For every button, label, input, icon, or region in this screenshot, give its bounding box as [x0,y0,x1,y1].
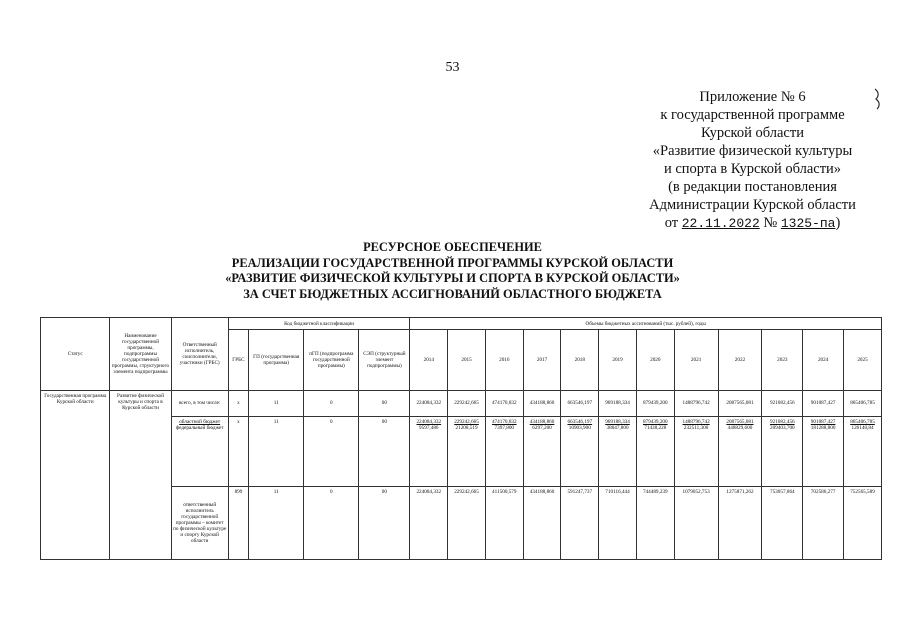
value-cell [803,416,844,487]
value-cell: 474170,832 [485,390,523,416]
value-cell: 2087565,081 [718,390,762,416]
value-regional: 663546,197 [567,418,593,425]
header-gp: ГП (государственная программа) [249,330,304,391]
table-row [41,390,882,416]
header-year: 2018 [561,330,599,391]
appendix-line: к государственной программе [660,107,845,123]
value-regional: 229242,665 [454,418,479,425]
title-line: РЕСУРСНОЕ ОБЕСПЕЧЕНИЕ [363,240,542,254]
grbs-cell: 899 [228,487,248,560]
appendix-line: и спорта в Курской области» [663,161,842,177]
value-cell: 969188,334 [599,390,637,416]
pgp-cell: 0 [304,416,359,487]
header-year: 2016 [485,330,523,391]
value-cell: 702586,277 [803,487,844,560]
value-cell [448,416,486,487]
header-pgp: пГП (подпрограмма государственной программы) [304,330,359,391]
value-regional: 2087565,081 [726,418,754,425]
header-year: 2025 [844,330,882,391]
sep-cell: 00 [359,390,410,416]
header-volumes: Объемы бюджетных ассигнований (тыс. рублей), годы [410,318,882,330]
title-line: ЗА СЧЕТ БЮДЖЕТНЫХ АССИГНОВАНИЙ ОБЛАСТНОГО БЮДЖЕТА [243,286,662,301]
appendix-line: Курской области [701,125,804,141]
header-responsible: Ответственный исполнитель, соисполнители, участники (ГРБС) [171,318,228,391]
gp-cell: 11 [249,416,304,487]
pgp-cell: 0 [304,390,359,416]
value-cell [636,416,674,487]
value-federal: 232511,300 [683,424,709,431]
value-regional: 879439,200 [642,418,668,425]
value-regional: 921082,456 [769,418,795,425]
header-year: 2024 [803,330,844,391]
value-cell [718,416,762,487]
resource-table [40,317,882,560]
value-cell [599,416,637,487]
appendix-line: Администрации Курской области [649,197,856,213]
value-cell: 411500,579 [485,487,523,560]
appendix-date-line [620,214,885,233]
responsible-cell [171,416,228,487]
value-regional: 1488796,742 [682,418,710,425]
title-line: «РАЗВИТИЕ ФИЗИЧЕСКОЙ КУЛЬТУРЫ И СПОРТА В КУРСКОЙ ОБЛАСТИ» [225,271,680,285]
value-cell: 663546,197 [561,390,599,416]
value-federal: 181288,800 [810,424,836,431]
responsible-cell: ответственный исполнитель государственной программы – комитет по физической культуре и спорту Курской области [171,487,228,560]
header-status: Статус [41,318,110,391]
number-prefix: № [763,215,778,231]
value-federal: 71438,228 [644,424,667,431]
value-federal: 38047,800 [606,424,629,431]
value-cell: 901087,427 [803,390,844,416]
header-year: 2021 [674,330,718,391]
value-federal: 209403,700 [769,424,795,431]
header-year: 2017 [523,330,561,391]
value-cell: 224084,332 [410,487,448,560]
from-prefix: от [664,215,679,231]
status-cell: Государственная программа Курской области [41,390,110,559]
decree-date: 22.11.2022 [681,216,760,231]
appendix-line: «Развитие физической культуры [652,143,853,159]
header-sep: СЭП (структурный элемент подпрограммы) [359,330,410,391]
value-cell: 921082,456 [762,390,803,416]
value-regional: 865406,785 [850,418,875,425]
value-cell [844,416,882,487]
value-federal: 10903,900 [568,424,591,431]
value-federal: 6297,200 [532,424,552,431]
margin-mark-icon [874,88,882,115]
value-cell [410,416,448,487]
value-cell [762,416,803,487]
value-regional: 901087,427 [810,418,836,425]
value-cell: 710116,444 [599,487,637,560]
value-cell: 229242,665 [448,390,486,416]
header-year: 2022 [718,330,762,391]
value-cell [523,416,561,487]
value-regional: 434188,860 [529,418,555,425]
value-cell: 753057,864 [762,487,803,560]
value-regional: 969188,334 [605,418,630,425]
responsible-federal: федеральный бюджет [175,424,224,431]
value-cell: 591247,737 [561,487,599,560]
program-name-cell: Развитие физической культуры и спорта в Курской области [110,390,171,559]
header-year: 2015 [448,330,486,391]
header-name: Наименование государственной программы, подпрограммы государственной программы, структурного элемента подпрограммы [110,318,171,391]
header-grbs: ГРБС [228,330,248,391]
value-cell: 434188,860 [523,487,561,560]
value-cell: 224084,332 [410,390,448,416]
value-federal: 7397,800 [494,424,514,431]
decree-number: 1325-па [780,216,836,231]
value-cell: 744489,239 [636,487,674,560]
value-cell: 1488796,742 [674,390,718,416]
value-cell: 1079052,753 [674,487,718,560]
title-line: РЕАЛИЗАЦИИ ГОСУДАРСТВЕННОЙ ПРОГРАММЫ КУРСКОЙ ОБЛАСТИ [231,255,674,270]
value-cell [485,416,523,487]
value-cell [674,416,718,487]
value-regional: 474170,832 [491,418,517,425]
header-year: 2020 [636,330,674,391]
value-cell: 879439,200 [636,390,674,416]
value-regional: 224084,332 [416,418,442,425]
value-cell: 1275871,262 [718,487,762,560]
sep-cell: 00 [359,416,410,487]
value-cell: 865406,785 [844,390,882,416]
value-cell [561,416,599,487]
value-cell: 752565,589 [844,487,882,560]
responsible-cell: всего, в том числе: [171,390,228,416]
responsible-regional: областной бюджет [179,418,221,425]
sep-cell: 00 [359,487,410,560]
grbs-cell: х [228,390,248,416]
appendix-block [620,88,885,233]
appendix-line: (в редакции постановления [668,179,837,195]
value-federal: 126140,84 [851,424,874,431]
header-year: 2014 [410,330,448,391]
gp-cell: 11 [249,487,304,560]
value-cell: 434188,860 [523,390,561,416]
appendix-line: Приложение № 6 [699,89,806,105]
page-number: 53 [445,60,460,75]
header-budget-code: Код бюджетной классификации [228,318,410,330]
header-year: 2019 [599,330,637,391]
value-cell: 229242,665 [448,487,486,560]
document-title [0,240,905,302]
value-federal: 21208,519 [455,424,478,431]
gp-cell: 11 [249,390,304,416]
header-year: 2023 [762,330,803,391]
close-paren: ) [835,215,841,231]
pgp-cell: 0 [304,487,359,560]
grbs-cell: х [228,416,248,487]
value-federal: 9597,486 [419,424,439,431]
value-federal: 448829,600 [727,424,753,431]
